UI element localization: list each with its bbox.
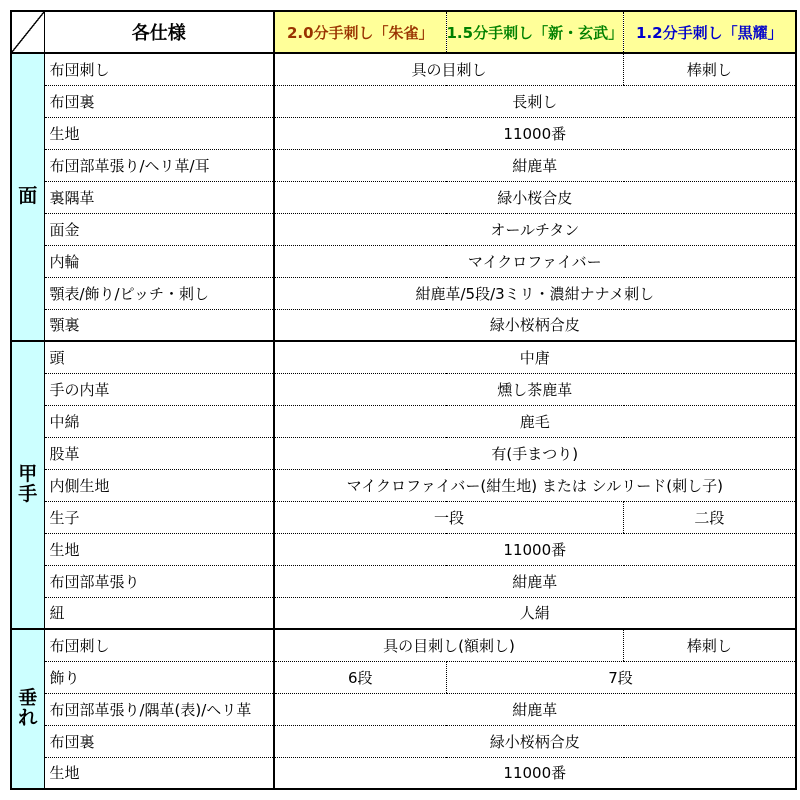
value-cell: 緑小桜柄合皮	[274, 725, 796, 757]
row-label: 布団部革張り/隅革(表)/ヘリ革	[44, 693, 274, 725]
spec-table-body	[11, 53, 796, 789]
value-cell: 燻し茶鹿革	[274, 373, 796, 405]
section-label-char: 手	[18, 483, 38, 505]
spec-row	[11, 53, 796, 85]
row-label: 布団裏	[44, 725, 274, 757]
row-label: 股革	[44, 437, 274, 469]
spec-column-header: 各仕様	[44, 11, 274, 53]
value-cell: 長刺し	[274, 85, 796, 117]
spec-row	[11, 533, 796, 565]
section-label-1	[11, 341, 44, 629]
value-cell: 緑小桜柄合皮	[274, 309, 796, 341]
spec-row	[11, 373, 796, 405]
row-label: 生地	[44, 757, 274, 789]
value-cell: 有(手まつり)	[274, 437, 796, 469]
value-cell: 人絹	[274, 597, 796, 629]
row-label: 内側生地	[44, 469, 274, 501]
value-cell: マイクロファイバー(紺生地) または シルリード(刺し子)	[274, 469, 796, 501]
spec-row	[11, 277, 796, 309]
spec-row	[11, 341, 796, 373]
spec-row	[11, 213, 796, 245]
row-label: 布団部革張り	[44, 565, 274, 597]
spec-row	[11, 725, 796, 757]
spec-row	[11, 469, 796, 501]
spec-row	[11, 565, 796, 597]
spec-row	[11, 501, 796, 533]
row-label: 布団部革張り/ヘリ革/耳	[44, 149, 274, 181]
section-label-char: 甲	[18, 463, 38, 486]
row-label: 顎裏	[44, 309, 274, 341]
spec-row	[11, 309, 796, 341]
value-cell: 11000番	[274, 757, 796, 789]
spec-row	[11, 661, 796, 693]
spec-row	[11, 405, 796, 437]
row-label: 顎表/飾り/ピッチ・刺し	[44, 277, 274, 309]
spec-row	[11, 181, 796, 213]
row-label: 中綿	[44, 405, 274, 437]
spec-row	[11, 629, 796, 661]
spec-row	[11, 437, 796, 469]
value-cell: オールチタン	[274, 213, 796, 245]
value-cell: マイクロファイバー	[274, 245, 796, 277]
product-header-shin-genbu: 1.5分手刺し「新・玄武」	[446, 11, 624, 53]
value-cell: 具の目刺し(額刺し)	[274, 629, 624, 661]
value-cell: 紺鹿革	[274, 693, 796, 725]
row-label: 布団裏	[44, 85, 274, 117]
value-cell: 中唐	[274, 341, 796, 373]
value-cell: 鹿毛	[274, 405, 796, 437]
row-label: 飾り	[44, 661, 274, 693]
section-label-0	[11, 53, 44, 341]
value-cell: 緑小桜合皮	[274, 181, 796, 213]
value-cell: 11000番	[274, 117, 796, 149]
section-label-2	[11, 629, 44, 789]
product-header-kokuyo: 1.2分手刺し「黒耀」	[624, 11, 796, 53]
value-cell: 棒刺し	[624, 53, 796, 85]
value-cell: 棒刺し	[624, 629, 796, 661]
value-cell: 11000番	[274, 533, 796, 565]
row-label: 紐	[44, 597, 274, 629]
spec-row	[11, 85, 796, 117]
row-label: 布団刺し	[44, 53, 274, 85]
spec-row	[11, 245, 796, 277]
row-label: 頭	[44, 341, 274, 373]
product-header-suzaku: 2.0分手刺し「朱雀」	[274, 11, 446, 53]
section-label-char: れ	[18, 707, 38, 729]
table-header-row	[11, 11, 796, 53]
value-cell: 紺鹿革	[274, 149, 796, 181]
value-cell: 紺鹿革	[274, 565, 796, 597]
row-label: 内輪	[44, 245, 274, 277]
row-label: 手の内革	[44, 373, 274, 405]
value-cell: 二段	[624, 501, 796, 533]
row-label: 生子	[44, 501, 274, 533]
spec-row	[11, 149, 796, 181]
value-cell: 一段	[274, 501, 624, 533]
value-cell: 6段	[274, 661, 446, 693]
corner-diagonal-cell	[11, 11, 44, 53]
row-label: 生地	[44, 117, 274, 149]
value-cell: 7段	[446, 661, 796, 693]
spec-row	[11, 117, 796, 149]
value-cell: 紺鹿革/5段/3ミリ・濃紺ナナメ刺し	[274, 277, 796, 309]
section-label-char: 垂	[18, 687, 38, 710]
section-label-char: 面	[18, 185, 38, 208]
spec-table	[10, 10, 797, 790]
value-cell: 具の目刺し	[274, 53, 624, 85]
row-label: 布団刺し	[44, 629, 274, 661]
spec-row	[11, 597, 796, 629]
row-label: 面金	[44, 213, 274, 245]
spec-row	[11, 757, 796, 789]
row-label: 裏隅革	[44, 181, 274, 213]
spec-row	[11, 693, 796, 725]
row-label: 生地	[44, 533, 274, 565]
